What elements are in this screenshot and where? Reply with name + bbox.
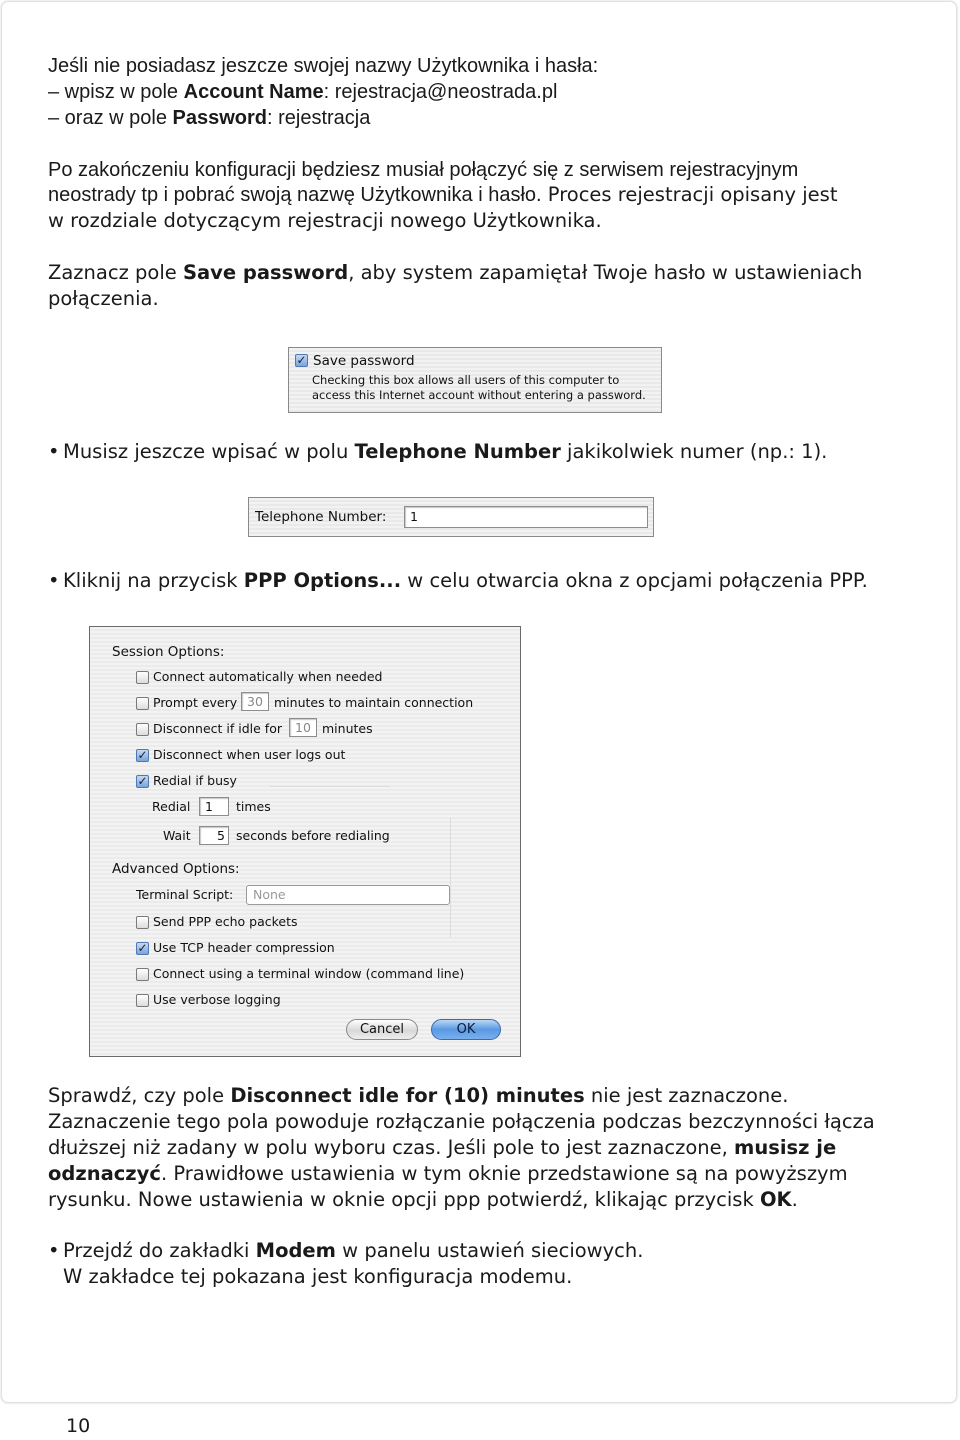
prompt-every-label: Prompt every — [153, 695, 238, 710]
para2-prefix: Zaznacz pole — [48, 261, 183, 284]
bullet-dot: • — [48, 569, 60, 592]
save-password-screenshot — [288, 347, 662, 413]
para2-line-1 — [48, 260, 862, 286]
para2-suffix: , aby system zapamiętał Twoje hasło w ustawieniach — [348, 261, 863, 284]
redial-suffix: times — [236, 799, 271, 814]
para3-line-5-suffix: . — [791, 1188, 798, 1211]
save-password-checkbox[interactable]: ✓ — [296, 353, 307, 367]
ghost-panel — [450, 817, 511, 937]
bullet-telephone-prefix: Musisz jeszcze wpisać w polu — [63, 440, 355, 463]
idle-minutes-field[interactable]: 10 — [289, 718, 317, 737]
redial-busy-checkbox[interactable]: ✓ — [137, 774, 148, 788]
telephone-label: Telephone Number: — [255, 509, 387, 525]
advanced-options-header: Advanced Options: — [112, 861, 240, 877]
intro-line-3 — [48, 105, 370, 131]
bullet-dot: • — [48, 440, 60, 463]
ghost-tabs — [270, 772, 390, 787]
para3-line-1 — [48, 1083, 788, 1109]
redial-busy-label: Redial if busy — [153, 773, 237, 788]
para3-line-4-suffix: . Prawidłowe ustawienia w tym oknie przedstawione są na powyższym — [160, 1162, 848, 1185]
intro-line-2-prefix: – wpisz w pole — [48, 81, 184, 103]
para3-line-3-prefix: dłuższej niż zadany w polu wyboru czas. Jeśli pole to jest zaznaczone, — [48, 1136, 735, 1159]
ok-button[interactable]: OK — [431, 1019, 501, 1040]
prompt-every-checkbox[interactable] — [136, 697, 149, 710]
terminal-script-select[interactable]: None — [246, 885, 450, 905]
para1-line-2 — [48, 182, 837, 208]
para3-prefix: Sprawdź, czy pole — [48, 1084, 231, 1107]
disconnect-logout-checkbox[interactable]: ✓ — [137, 748, 148, 762]
connect-auto-checkbox[interactable] — [136, 671, 149, 684]
para3-line-4 — [48, 1161, 848, 1187]
bullet-telephone-suffix: jakikolwiek numer (np.: 1). — [560, 440, 828, 463]
intro-line-3-prefix: – oraz w pole — [48, 107, 173, 129]
bullet-ppp-suffix: w celu otwarcia okna z opcjami połączenia PPP. — [401, 569, 868, 592]
bullet-telephone-bold: Telephone Number — [354, 440, 561, 463]
para1-line-1: Po zakończeniu konfiguracji będziesz musiał połączyć się z serwisem rejestracyjnym — [48, 159, 799, 181]
bullet-modem-line-2: W zakładce tej pokazana jest konfiguracja modemu. — [63, 1265, 573, 1288]
page-number: 10 — [66, 1415, 91, 1437]
save-password-label: Save password — [313, 353, 415, 369]
intro-line-1: Jeśli nie posiadasz jeszcze swojej nazwy Użytkownika i hasła: — [48, 55, 599, 77]
para3-line-2: Zaznaczenie tego pola powoduje rozłączanie połączenia podczas bezczynności łącza — [48, 1110, 875, 1133]
bullet-modem-suffix: w panelu ustawień sieciowych. — [335, 1239, 644, 1262]
intro-line-2-suffix: : rejestracja@neostrada.pl — [323, 81, 558, 103]
para1-line-3: w rozdziale dotyczącym rejestracji nowego Użytkownika. — [48, 209, 602, 232]
wait-seconds-field[interactable]: 5 — [199, 826, 229, 845]
redial-label: Redial — [152, 799, 191, 814]
para3-line-3-bold: musisz je — [734, 1136, 837, 1159]
tcp-compression-checkbox[interactable]: ✓ — [137, 941, 148, 955]
intro-password: Password — [172, 107, 267, 129]
telephone-field[interactable]: 1 — [404, 506, 648, 528]
intro-line-2 — [48, 79, 557, 105]
session-options-header: Session Options: — [112, 644, 225, 660]
terminal-window-checkbox[interactable] — [136, 968, 149, 981]
prompt-every-suffix: minutes to maintain connection — [274, 695, 474, 710]
disconnect-idle-suffix: minutes — [322, 721, 373, 736]
ppp-options-dialog — [89, 626, 521, 1057]
bullet-telephone — [48, 439, 827, 465]
bullet-dot: • — [48, 1239, 60, 1262]
terminal-script-label: Terminal Script: — [136, 887, 234, 902]
para1-line-2b: Proces rejestracji opisany jest — [541, 183, 838, 206]
connect-auto-label: Connect automatically when needed — [153, 669, 383, 684]
para2-line-2: połączenia. — [48, 287, 159, 310]
bullet-modem-prefix: Przejdź do zakładki — [63, 1239, 256, 1262]
para3-suffix: nie jest zaznaczone. — [584, 1084, 789, 1107]
verbose-logging-label: Use verbose logging — [153, 992, 281, 1007]
para3-line-3 — [48, 1135, 836, 1161]
wait-suffix: seconds before redialing — [236, 828, 390, 843]
para3-line-5-bold: OK — [759, 1188, 792, 1211]
save-password-desc-2: access this Internet account without entering a password. — [312, 388, 646, 402]
para3-line-5-prefix: rysunku. Nowe ustawienia w oknie opcji ppp potwierdź, klikając przycisk — [48, 1188, 760, 1211]
intro-account-name: Account Name — [183, 81, 324, 103]
bullet-ppp-bold: PPP Options... — [243, 569, 402, 592]
disconnect-idle-label: Disconnect if idle for — [153, 721, 282, 736]
tcp-compression-label: Use TCP header compression — [153, 940, 335, 955]
disconnect-idle-checkbox[interactable] — [136, 723, 149, 736]
para3-line-4-bold: odznaczyć — [48, 1162, 161, 1185]
bullet-modem — [48, 1238, 643, 1264]
para3-bold: Disconnect idle for (10) minutes — [230, 1084, 585, 1107]
send-echo-label: Send PPP echo packets — [153, 914, 298, 929]
save-password-desc-1: Checking this box allows all users of this computer to — [312, 373, 620, 387]
prompt-every-field[interactable]: 30 — [241, 692, 269, 711]
para2-save-password: Save password — [182, 261, 349, 284]
bullet-modem-bold: Modem — [255, 1239, 336, 1262]
verbose-logging-checkbox[interactable] — [136, 994, 149, 1007]
terminal-window-label: Connect using a terminal window (command line) — [153, 966, 465, 981]
intro-line-3-suffix: : rejestracja — [267, 107, 371, 129]
para1-line-2a: neostrady tp i pobrać swoją nazwę Użytkownika i hasło. — [48, 184, 542, 206]
cancel-button[interactable]: Cancel — [346, 1019, 418, 1040]
wait-label: Wait — [163, 828, 191, 843]
bullet-ppp-prefix: Kliknij na przycisk — [63, 569, 244, 592]
para3-line-5 — [48, 1187, 798, 1213]
bullet-ppp-options — [48, 568, 868, 594]
disconnect-logout-label: Disconnect when user logs out — [153, 747, 346, 762]
send-echo-checkbox[interactable] — [136, 916, 149, 929]
redial-times-field[interactable]: 1 — [199, 797, 229, 816]
telephone-screenshot — [248, 497, 654, 537]
